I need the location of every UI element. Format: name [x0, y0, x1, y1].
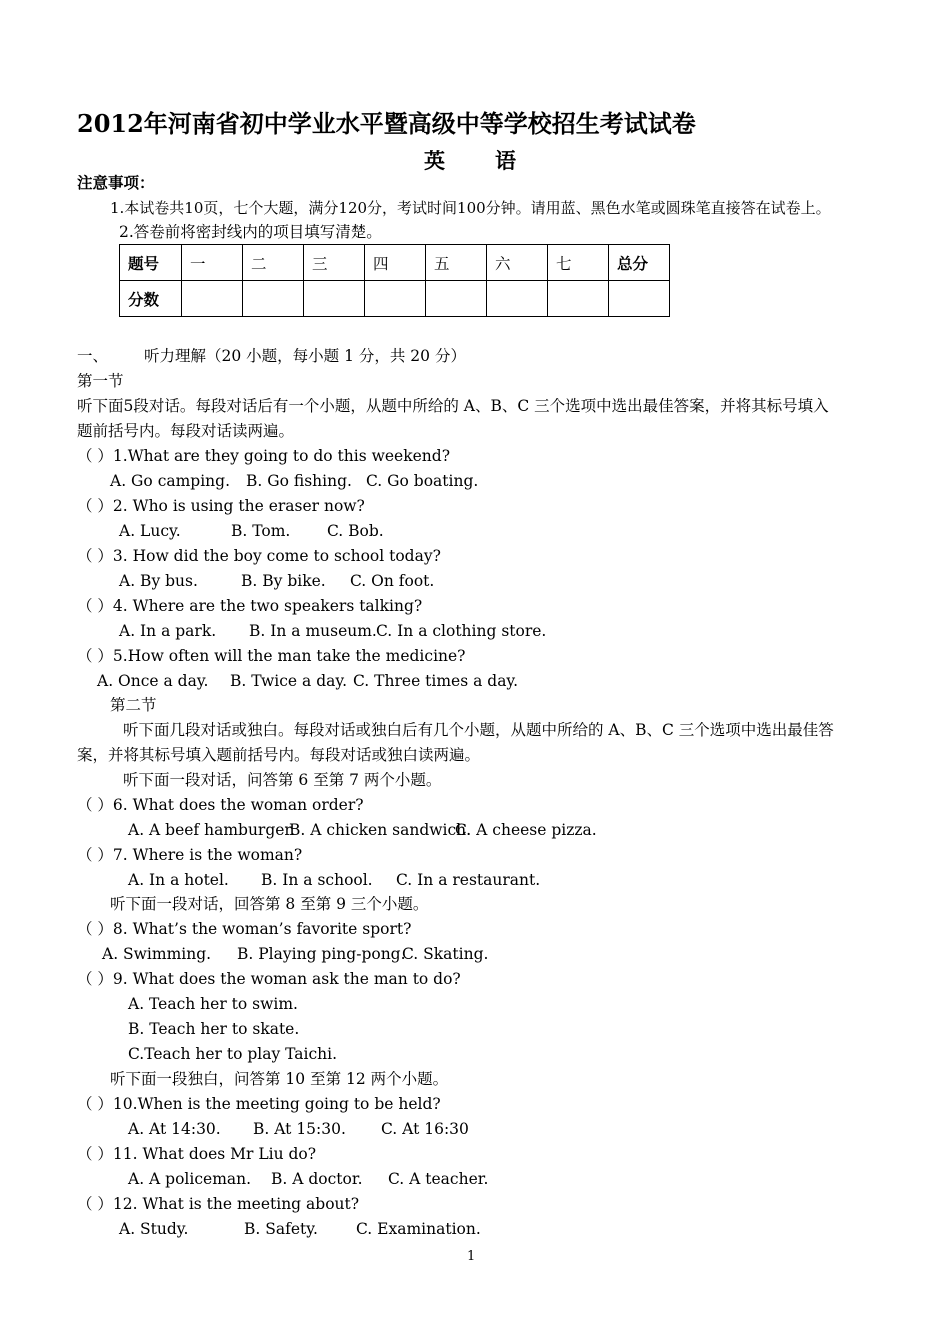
subject-char-1: 英: [424, 148, 445, 173]
page-number: 1: [467, 1249, 476, 1264]
option-b: B. A doctor.: [271, 1170, 363, 1188]
section-number: 一、: [77, 347, 109, 365]
subject-char-2: 语: [495, 148, 516, 173]
part2-instructions-cont: 案，并将其标号填入题前括号内。每段对话或独白读两遍。: [77, 746, 481, 764]
option-a: A. Teach her to swim.: [128, 995, 298, 1013]
question-stem: （ ）4. Where are the two speakers talking?: [77, 597, 423, 615]
option-b: B. Tom.: [231, 522, 291, 540]
option-b: B. Twice a day.: [230, 672, 347, 690]
score-input-cell[interactable]: [365, 281, 426, 317]
score-table-cell: 分数: [120, 281, 182, 317]
question-stem: （ ）6. What does the woman order?: [77, 796, 364, 814]
option-c: C. In a clothing store.: [376, 622, 547, 640]
question-stem: （ ）8. What’s the woman’s favorite sport?: [77, 920, 412, 938]
score-table-cell: 三: [304, 245, 365, 281]
question-stem: （ ）1.What are they going to do this weekend?: [77, 447, 450, 465]
score-table: [119, 244, 670, 317]
score-table-cell: 六: [487, 245, 548, 281]
option-a: A. A beef hamburger.: [128, 821, 296, 839]
score-input-cell[interactable]: [243, 281, 304, 317]
option-c: C. Examination.: [356, 1220, 481, 1238]
part1-instructions-cont: 题前括号内。每段对话读两遍。: [77, 422, 295, 440]
question-stem: （ ）3. How did the boy come to school today?: [77, 547, 441, 565]
score-table-cell: 四: [365, 245, 426, 281]
listen-instruction: 听下面一段对话，回答第 8 至第 9 三个小题。: [110, 895, 429, 913]
option-c: C. On foot.: [350, 572, 435, 590]
question-stem: （ ）2. Who is using the eraser now?: [77, 497, 365, 515]
option-a: A. Once a day.: [97, 672, 209, 690]
question-stem: （ ）12. What is the meeting about?: [77, 1195, 360, 1213]
option-a: A. Study.: [119, 1220, 189, 1238]
section-heading: 听力理解（20 小题，每小题 1 分，共 20 分）: [144, 347, 466, 365]
option-c: C. At 16:30: [381, 1120, 469, 1138]
option-c: C. In a restaurant.: [396, 871, 541, 889]
option-c: C. Bob.: [327, 522, 384, 540]
score-input-cell[interactable]: [609, 281, 670, 317]
score-input-cell[interactable]: [304, 281, 365, 317]
option-c: C.Teach her to play Taichi.: [128, 1045, 338, 1063]
score-table-score-row: [120, 281, 670, 317]
option-a: A. By bus.: [119, 572, 198, 590]
question-stem: （ ）11. What does Mr Liu do?: [77, 1145, 317, 1163]
question-stem: （ ）9. What does the woman ask the man to do?: [77, 970, 461, 988]
option-c: C. A cheese pizza.: [455, 821, 597, 839]
option-b: B. At 15:30.: [253, 1120, 346, 1138]
option-c: C. Go boating.: [366, 472, 479, 490]
score-table-cell: 五: [426, 245, 487, 281]
question-stem: （ ）5.How often will the man take the medicine?: [77, 647, 466, 665]
part2-instructions: 听下面几段对话或独白。每段对话或独白后有几个小题，从题中所给的 A、B、C 三个选项中选出最佳答: [123, 721, 834, 739]
notice-item-2: 2.答卷前将密封线内的项目填写清楚。: [119, 223, 382, 241]
score-table-cell: 题号: [120, 245, 182, 281]
score-table-header-row: [120, 245, 670, 281]
option-b: B. A chicken sandwich.: [289, 821, 472, 839]
option-b: B. In a museum.: [249, 622, 377, 640]
option-c: C. A teacher.: [388, 1170, 489, 1188]
score-input-cell[interactable]: [487, 281, 548, 317]
option-a: A. Go camping.: [110, 472, 231, 490]
option-a: A. In a hotel.: [128, 871, 229, 889]
score-table-cell: 总分: [609, 245, 670, 281]
score-table-cell: 一: [182, 245, 243, 281]
score-table-cell: 二: [243, 245, 304, 281]
part1-title: 第一节: [77, 372, 124, 390]
question-stem: （ ）10.When is the meeting going to be held?: [77, 1095, 441, 1113]
score-input-cell[interactable]: [426, 281, 487, 317]
option-b: B. Playing ping-pong.: [237, 945, 406, 963]
part1-instructions: 听下面5段对话。每段对话后有一个小题，从题中所给的 A、B、C 三个选项中选出最佳答案，并将其标号填入: [77, 397, 829, 415]
option-a: A. A policeman.: [128, 1170, 252, 1188]
option-a: A. In a park.: [119, 622, 217, 640]
option-b: B. In a school.: [261, 871, 373, 889]
option-a: A. At 14:30.: [128, 1120, 221, 1138]
option-b: B. Teach her to skate.: [128, 1020, 300, 1038]
question-stem: （ ）7. Where is the woman?: [77, 846, 303, 864]
option-b: B. Safety.: [244, 1220, 318, 1238]
option-b: B. Go fishing.: [246, 472, 352, 490]
listen-instruction: 听下面一段对话，问答第 6 至第 7 两个小题。: [123, 771, 442, 789]
option-c: C. Three times a day.: [353, 672, 519, 690]
exam-title: 2012年河南省初中学业水平暨高级中等学校招生考试试卷: [77, 109, 696, 138]
score-table-cell: 七: [548, 245, 609, 281]
score-input-cell[interactable]: [548, 281, 609, 317]
option-c: C. Skating.: [402, 945, 489, 963]
score-input-cell[interactable]: [182, 281, 243, 317]
option-a: A. Lucy.: [119, 522, 181, 540]
notice-item-1: 1.本试卷共10页，七个大题，满分120分，考试时间100分钟。请用蓝、黑色水笔或圆珠笔直接答在试卷上。: [110, 199, 831, 217]
option-b: B. By bike.: [241, 572, 326, 590]
option-a: A. Swimming.: [102, 945, 212, 963]
listen-instruction: 听下面一段独白，问答第 10 至第 12 两个小题。: [110, 1070, 449, 1088]
part2-title: 第二节: [110, 696, 157, 714]
notice-heading: 注意事项：: [77, 173, 155, 192]
